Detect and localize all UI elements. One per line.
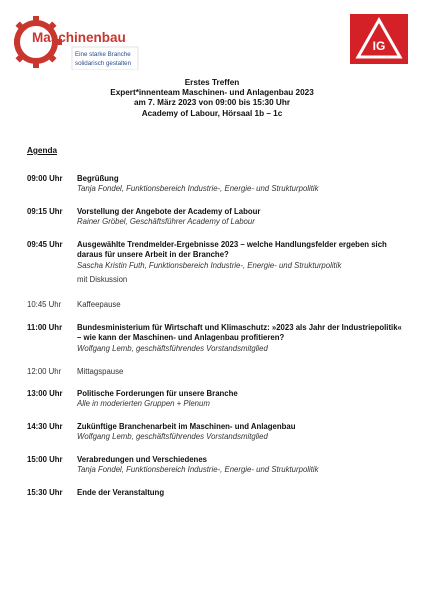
header-line-2: Expert*innenteam Maschinen- und Anlagenbau 2023 [110, 88, 314, 98]
header-line-4: Academy of Labour, Hörsaal 1b – 1c [141, 108, 283, 118]
logo-ig-text: IG [372, 39, 386, 53]
agenda-title-text: Mittagspause [77, 367, 124, 376]
ig-metall-logo [350, 14, 408, 64]
agenda-title-text: Zukünftige Branchenarbeit im Maschinen- und Anlagenbau [77, 422, 296, 431]
agenda-speaker: Sascha Kristin Futh, Funktionsbereich Industrie-, Energie- und Strukturpolitik [77, 260, 342, 270]
maschinenbau-logo [14, 12, 144, 70]
agenda-title-text: Begrüßung [77, 174, 119, 183]
header-line-3: am 7. März 2023 von 09:00 bis 15:30 Uhr [133, 98, 291, 108]
agenda-time: 12:00 Uhr [27, 367, 62, 376]
logo-name: Maschinenbau [32, 30, 126, 45]
agenda-speaker: Alle in moderierten Gruppen + Plenum [77, 399, 210, 409]
agenda-speaker: Tanja Fondel, Funktionsbereich Industrie-, Energie- und Strukturpolitik [77, 465, 319, 475]
logo-tagline-1: Eine starke Branche [75, 51, 131, 58]
agenda-title-text: Ende der Veranstaltung [77, 488, 165, 497]
logo-tagline-2: solidarisch gestalten [75, 60, 132, 67]
agenda-note: mit Diskussion [77, 275, 128, 285]
gear-icon [14, 12, 144, 70]
agenda-time: 09:15 Uhr [27, 207, 63, 216]
agenda-title-text: Kaffeepause [77, 300, 121, 309]
agenda-speaker: Wolfgang Lemb, geschäftsführendes Vorstandsmitglied [77, 432, 268, 442]
agenda-title: Agenda [27, 146, 58, 155]
event-header [0, 78, 424, 119]
agenda-speaker: Rainer Gröbel, Geschäftsführer Academy of Labour [77, 217, 255, 227]
agenda-time: 09:00 Uhr [27, 174, 63, 183]
header-line-1: Erstes Treffen [184, 78, 240, 87]
agenda-title-text: Ausgewählte Trendmelder-Ergebnisse 2023 – welche Handlungsfelder ergeben sich daraus für unsere Arbeit in der Branche? [77, 240, 387, 260]
agenda-title-text: Verabredungen und Verschiedenes [77, 455, 207, 464]
agenda-time: 11:00 Uhr [27, 323, 63, 332]
agenda-time: 10:45 Uhr [27, 300, 62, 309]
agenda-speaker: Wolfgang Lemb, geschäftsführendes Vorstandsmitglied [77, 343, 268, 353]
agenda-time: 14:30 Uhr [27, 422, 63, 431]
agenda-title-text: Bundesministerium für Wirtschaft und Klimaschutz: »2023 als Jahr der Industriepolitik« – wie kann der Maschinen- und Anlagenbau profitieren? [77, 323, 402, 343]
agenda-speaker: Tanja Fondel, Funktionsbereich Industrie-, Energie- und Strukturpolitik [77, 184, 319, 194]
agenda-title-text: Vorstellung der Angebote der Academy of Labour [77, 207, 261, 216]
agenda-time: 13:00 Uhr [27, 389, 63, 398]
agenda-title-text: Politische Forderungen für unsere Branche [77, 389, 238, 398]
agenda-time: 09:45 Uhr [27, 240, 63, 249]
agenda-time: 15:30 Uhr [27, 488, 63, 497]
agenda-time: 15:00 Uhr [27, 455, 63, 464]
